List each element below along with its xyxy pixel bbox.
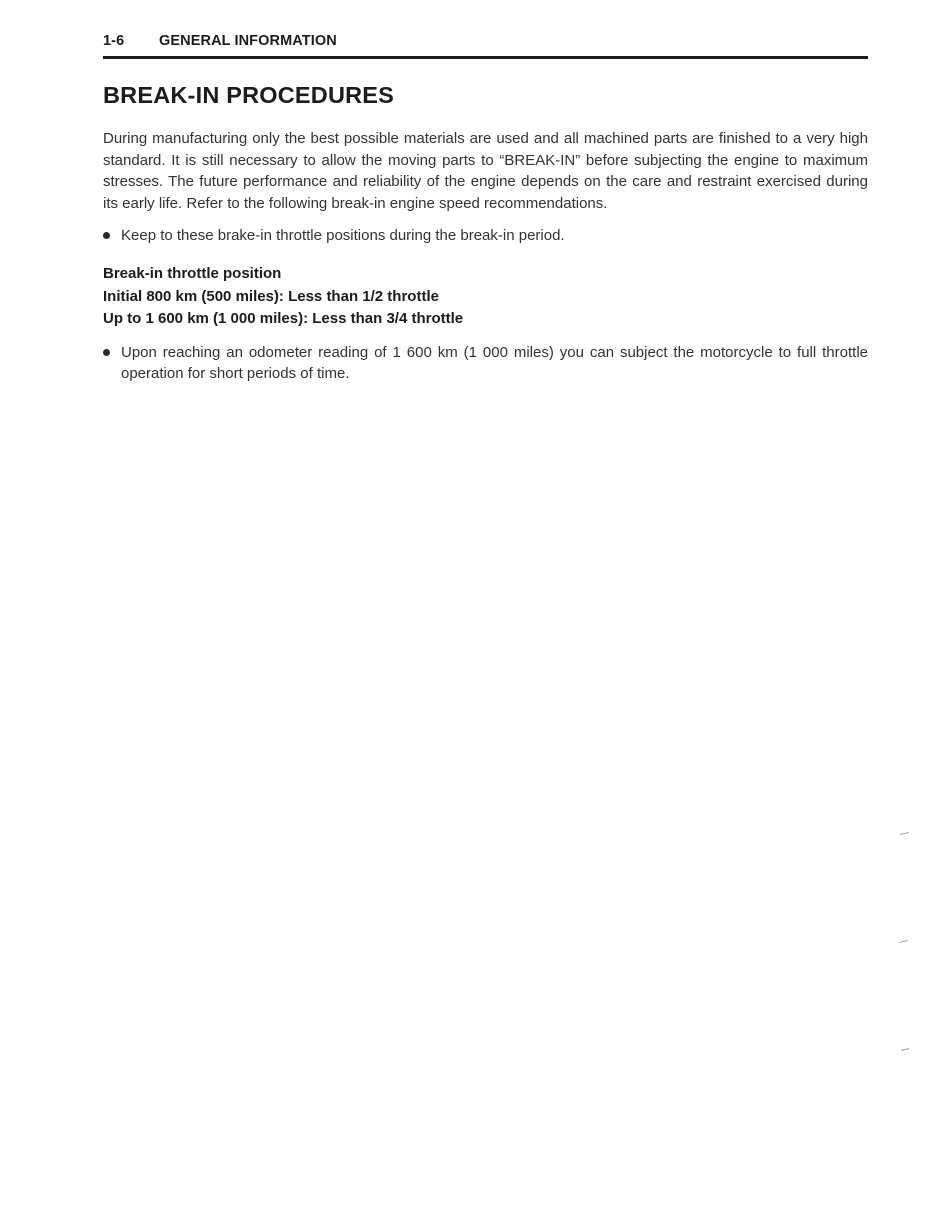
scan-mark: [900, 832, 909, 835]
bullet-icon: [103, 232, 110, 239]
scan-mark: [899, 940, 908, 943]
section-name: GENERAL INFORMATION: [159, 33, 337, 49]
scan-mark: [901, 1048, 909, 1051]
bullet-item: [103, 225, 868, 246]
bullet-text: Upon reaching an odometer reading of 1 600 km (1 000 miles) you can subject the motorcycle to full throttle operation for short periods of time.: [121, 344, 868, 382]
spec-line: Initial 800 km (500 miles): Less than 1/2 throttle: [103, 287, 439, 305]
bullet-item: [103, 342, 868, 384]
section-title: BREAK-IN PROCEDURES: [103, 82, 395, 108]
spec-heading: Break-in throttle position: [103, 265, 282, 282]
intro-paragraph: During manufacturing only the best possible materials are used and all machined parts are finished to a very high standard. It is still necessary to allow the moving parts to “BREAK-IN” before subjecting the engine to maximum stresses. The future performance and reliability of the engine depends on the care and restraint exercised during its early life. Refer to the following break-in engine speed recommendations.: [103, 130, 868, 212]
header-rule: [103, 56, 868, 59]
page-number: 1-6: [103, 33, 125, 49]
throttle-spec: [103, 263, 463, 331]
spec-line: Up to 1 600 km (1 000 miles): Less than 3/4 throttle: [103, 310, 464, 327]
bullet-icon: [103, 349, 110, 356]
bullet-text: Keep to these brake-in throttle positions during the break-in period.: [121, 227, 565, 244]
running-header: [103, 33, 868, 49]
